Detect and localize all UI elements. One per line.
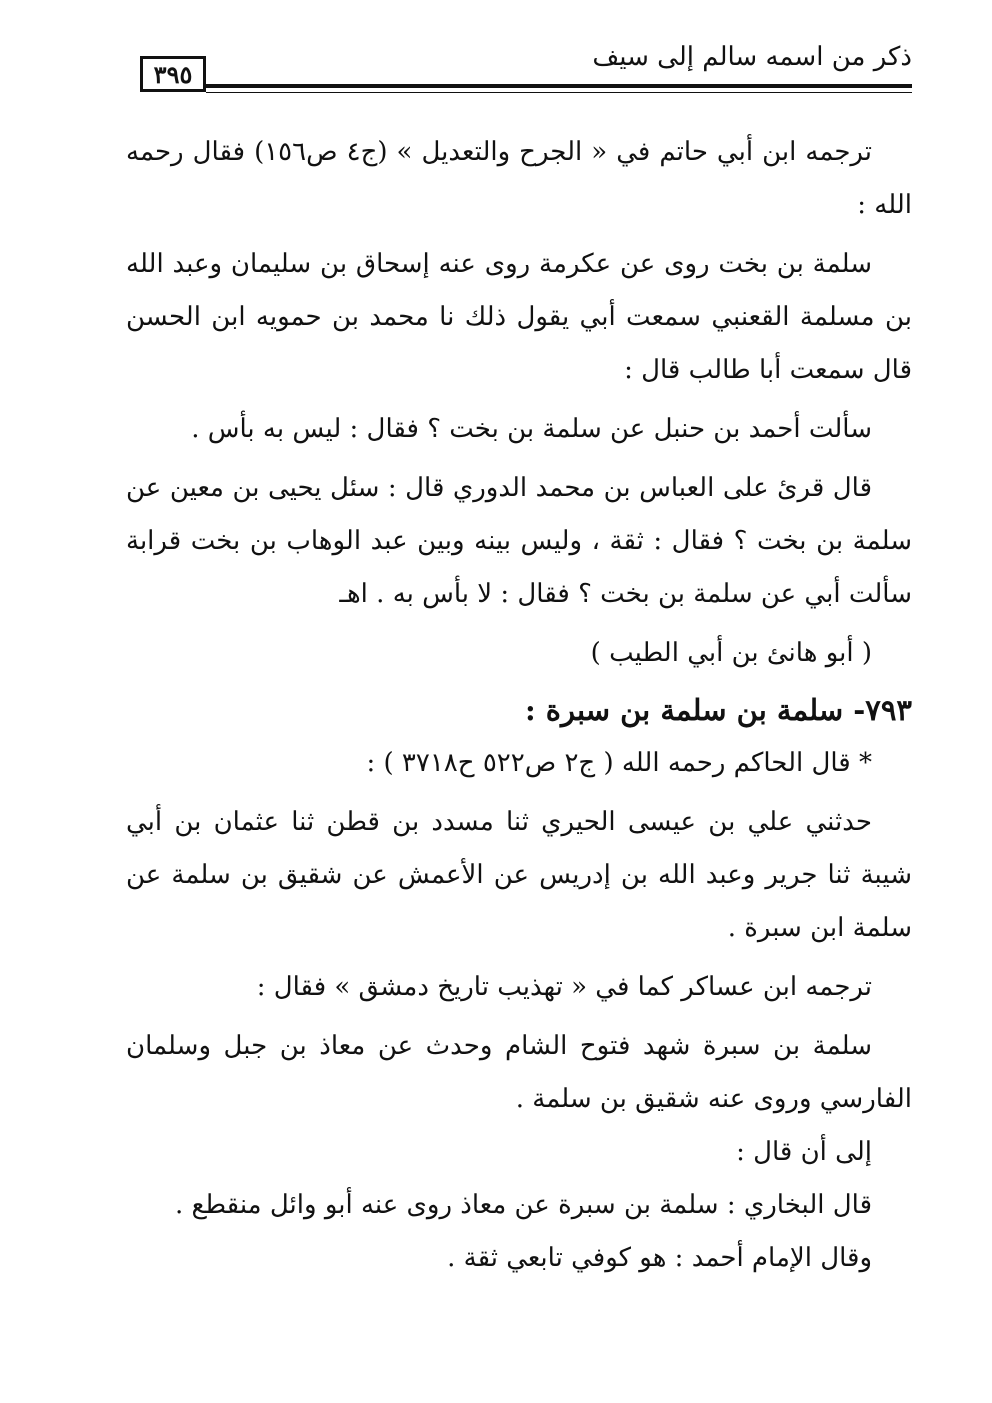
paragraph-8: ترجمه ابن عساكر كما في « تهذيب تاريخ دمشق » فقال : <box>256 972 872 1002</box>
running-title: ذكر من اسمه سالم إلى سيف <box>592 42 912 72</box>
paragraph-1: ترجمه ابن أبي حاتم في « الجرح والتعديل » (ج٤ ص١٥٦) فقال رحمه الله : <box>126 137 912 220</box>
paragraph-3: سألت أحمد بن حنبل عن سلمة بن بخت ؟ فقال : ليس به بأس . <box>191 414 872 444</box>
paragraph-10: إلى أن قال : <box>736 1137 872 1167</box>
paragraph-11: قال البخاري : سلمة بن سبرة عن معاذ روى عنه أبو وائل منقطع . <box>174 1190 872 1220</box>
paragraph-2: سلمة بن بخت روى عن عكرمة روى عنه إسحاق بن سليمان وعبد الله بن مسلمة القعنبي سمعت أبي يقول ذلك نا محمد بن حمويه ابن الحسن قال سمعت أبا طالب قال : <box>126 249 912 385</box>
page-number: ٣٩٥ <box>140 56 206 92</box>
header-rule <box>206 84 912 88</box>
page-header <box>130 40 912 110</box>
paragraph-7: حدثني علي بن عيسى الحيري ثنا مسدد بن قطن ثنا عثمان بن أبي شيبة ثنا جرير وعبد الله بن إدريس عن الأعمش عن شقيق بن سلمة عن سلمة ابن سبرة . <box>126 807 912 943</box>
paragraph-12: وقال الإمام أحمد : هو كوفي تابعي ثقة . <box>447 1243 872 1273</box>
paragraph-6: * قال الحاكم رحمه الله ( ج٢ ص٥٢٢ ح٣٧١٨ ) : <box>366 748 872 778</box>
header-rule-thin <box>206 92 912 93</box>
page-content <box>126 126 912 1285</box>
attribution: ( أبو هانئ بن أبي الطيب ) <box>590 638 872 668</box>
paragraph-9: سلمة بن سبرة شهد فتوح الشام وحدث عن معاذ بن جبل وسلمان الفارسي وروى عنه شقيق بن سلمة . <box>126 1031 912 1114</box>
entry-heading: ٧٩٣- سلمة بن سلمة بن سبرة : <box>524 693 912 727</box>
paragraph-4: قال قرئ على العباس بن محمد الدوري قال : سئل يحيى بن معين عن سلمة بن بخت ؟ فقال : ثقة ، وليس بينه وبين عبد الوهاب بن بخت قرابة سألت أبي عن سلمة بن بخت ؟ فقال : لا بأس به . اهـ <box>126 473 913 609</box>
